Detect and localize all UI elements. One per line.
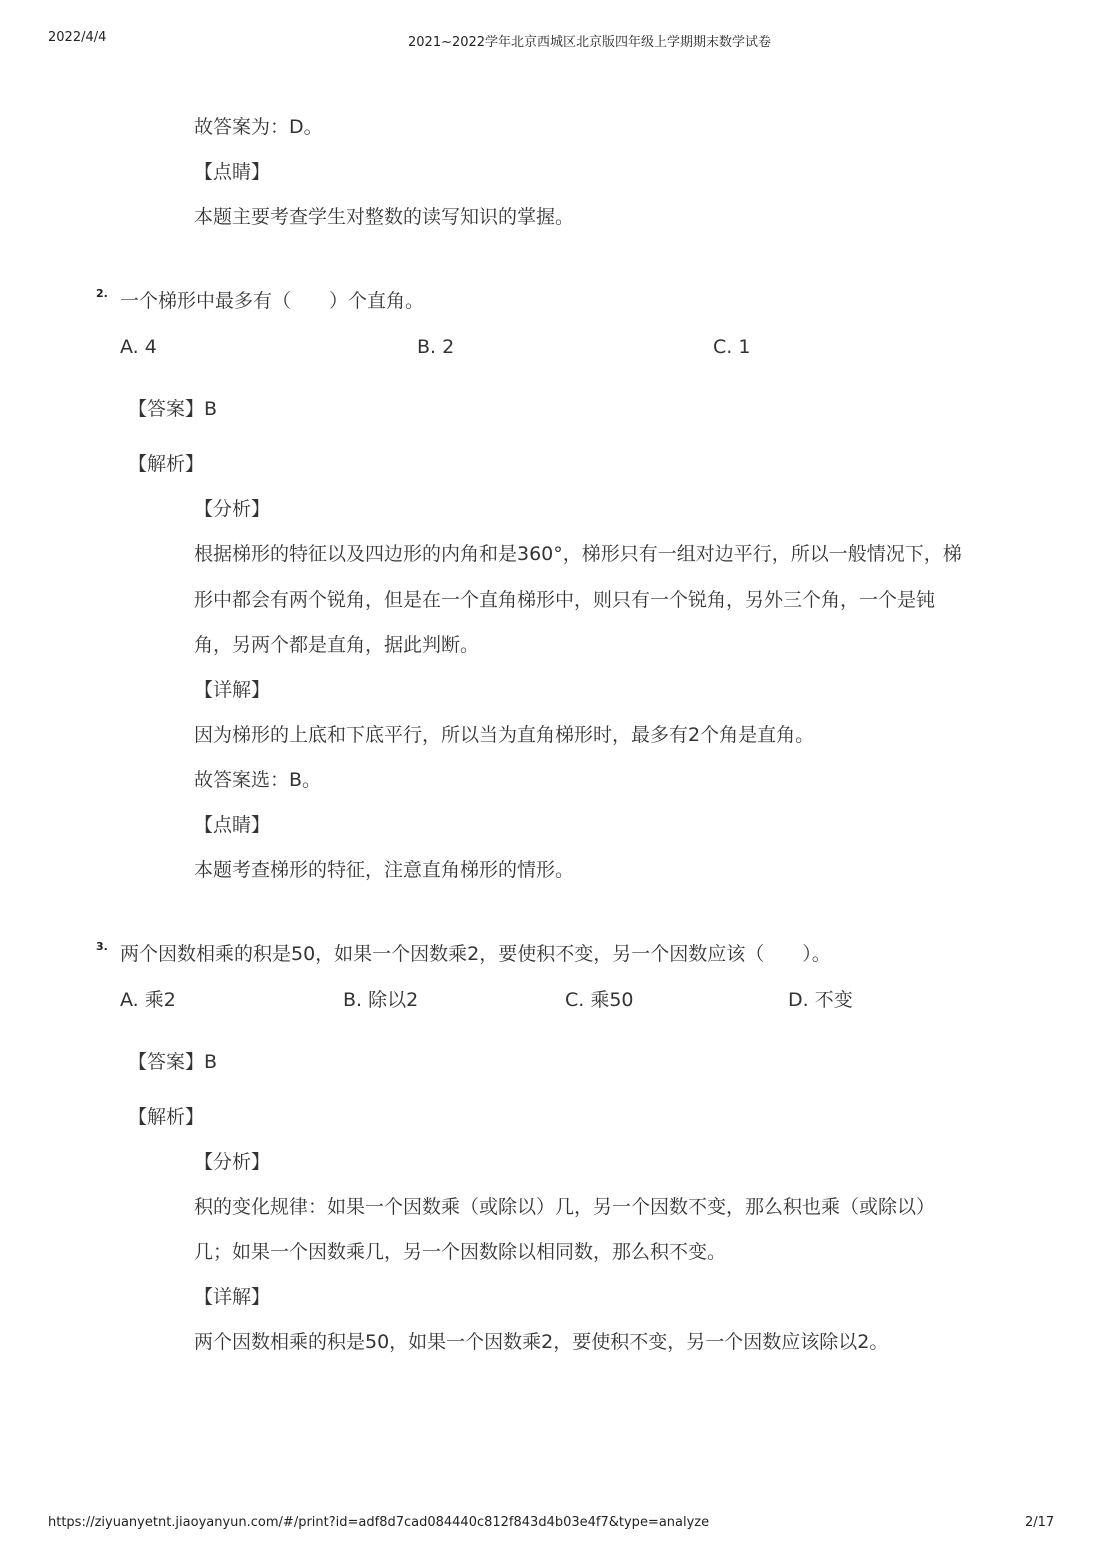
q2-answer-value: B — [204, 398, 218, 420]
q3-stem: 两个因数相乘的积是50，如果一个因数乘2，要使积不变，另一个因数应该（ ）。 — [120, 943, 831, 965]
q2-answer — [128, 396, 217, 422]
q2-xiangjie-line-2: 故答案选：B。 — [194, 769, 322, 791]
q2-dianjing-label: 【点睛】 — [194, 814, 271, 836]
q2-fenxi-label: 【分析】 — [194, 498, 271, 520]
q3-option-b: B. 除以2 — [343, 989, 419, 1011]
q3-number: 3. — [96, 940, 108, 953]
print-date: 2022/4/4 — [48, 30, 107, 45]
q2-dianjing-text: 本题考查梯形的特征，注意直角梯形的情形。 — [194, 859, 575, 881]
q2-stem: 一个梯形中最多有（ ）个直角。 — [120, 290, 425, 312]
page-number: 2/17 — [1025, 1515, 1055, 1530]
q3-option-d: D. 不变 — [788, 989, 853, 1011]
q3-option-c: C. 乘50 — [565, 989, 634, 1011]
q1-conclusion: 故答案为：D。 — [194, 116, 323, 138]
q3-fenxi-line-1: 积的变化规律：如果一个因数乘（或除以）几，另一个因数不变，那么积也乘（或除以） — [194, 1196, 936, 1218]
q3-answer-value: B — [204, 1051, 218, 1073]
q2-option-a: A. 4 — [120, 336, 157, 358]
q1-highlight-text: 本题主要考查学生对整数的读写知识的掌握。 — [194, 206, 575, 228]
q3-analysis-label: 【解析】 — [128, 1106, 205, 1128]
q2-option-c: C. 1 — [713, 336, 751, 358]
q1-highlight-label: 【点睛】 — [194, 161, 271, 183]
q2-fenxi-line-2: 形中都会有两个锐角，但是在一个直角梯形中，则只有一个锐角，另外三个角，一个是钝 — [194, 589, 936, 611]
q3-fenxi-label: 【分析】 — [194, 1151, 271, 1173]
q3-option-a: A. 乘2 — [120, 989, 176, 1011]
q2-xiangjie-label: 【详解】 — [194, 679, 271, 701]
q2-fenxi-line-3: 角，另两个都是直角，据此判断。 — [194, 634, 480, 656]
q2-xiangjie-line-1: 因为梯形的上底和下底平行，所以当为直角梯形时，最多有2个角是直角。 — [194, 724, 815, 746]
page-title: 2021~2022学年北京西城区北京版四年级上学期期末数学试卷 — [408, 35, 772, 50]
q2-answer-label: 【答案】 — [128, 398, 205, 420]
q3-xiangjie-line-1: 两个因数相乘的积是50，如果一个因数乘2，要使积不变，另一个因数应该除以2。 — [194, 1331, 889, 1353]
q3-xiangjie-label: 【详解】 — [194, 1286, 271, 1308]
q2-fenxi-line-1: 根据梯形的特征以及四边形的内角和是360°，梯形只有一组对边平行，所以一般情况下，梯 — [194, 543, 962, 565]
q2-number: 2. — [96, 287, 108, 300]
q3-answer-label: 【答案】 — [128, 1051, 205, 1073]
source-url-link[interactable]: https://ziyuanyetnt.jiaoyanyun.com/#/print?id=adf8d7cad084440c812f843d4b03e4f7&type=analyze — [48, 1515, 710, 1530]
q2-option-b: B. 2 — [417, 336, 455, 358]
q3-answer — [128, 1049, 217, 1075]
q3-fenxi-line-2: 几；如果一个因数乘几，另一个因数除以相同数，那么积不变。 — [194, 1241, 727, 1263]
q2-analysis-label: 【解析】 — [128, 453, 205, 475]
